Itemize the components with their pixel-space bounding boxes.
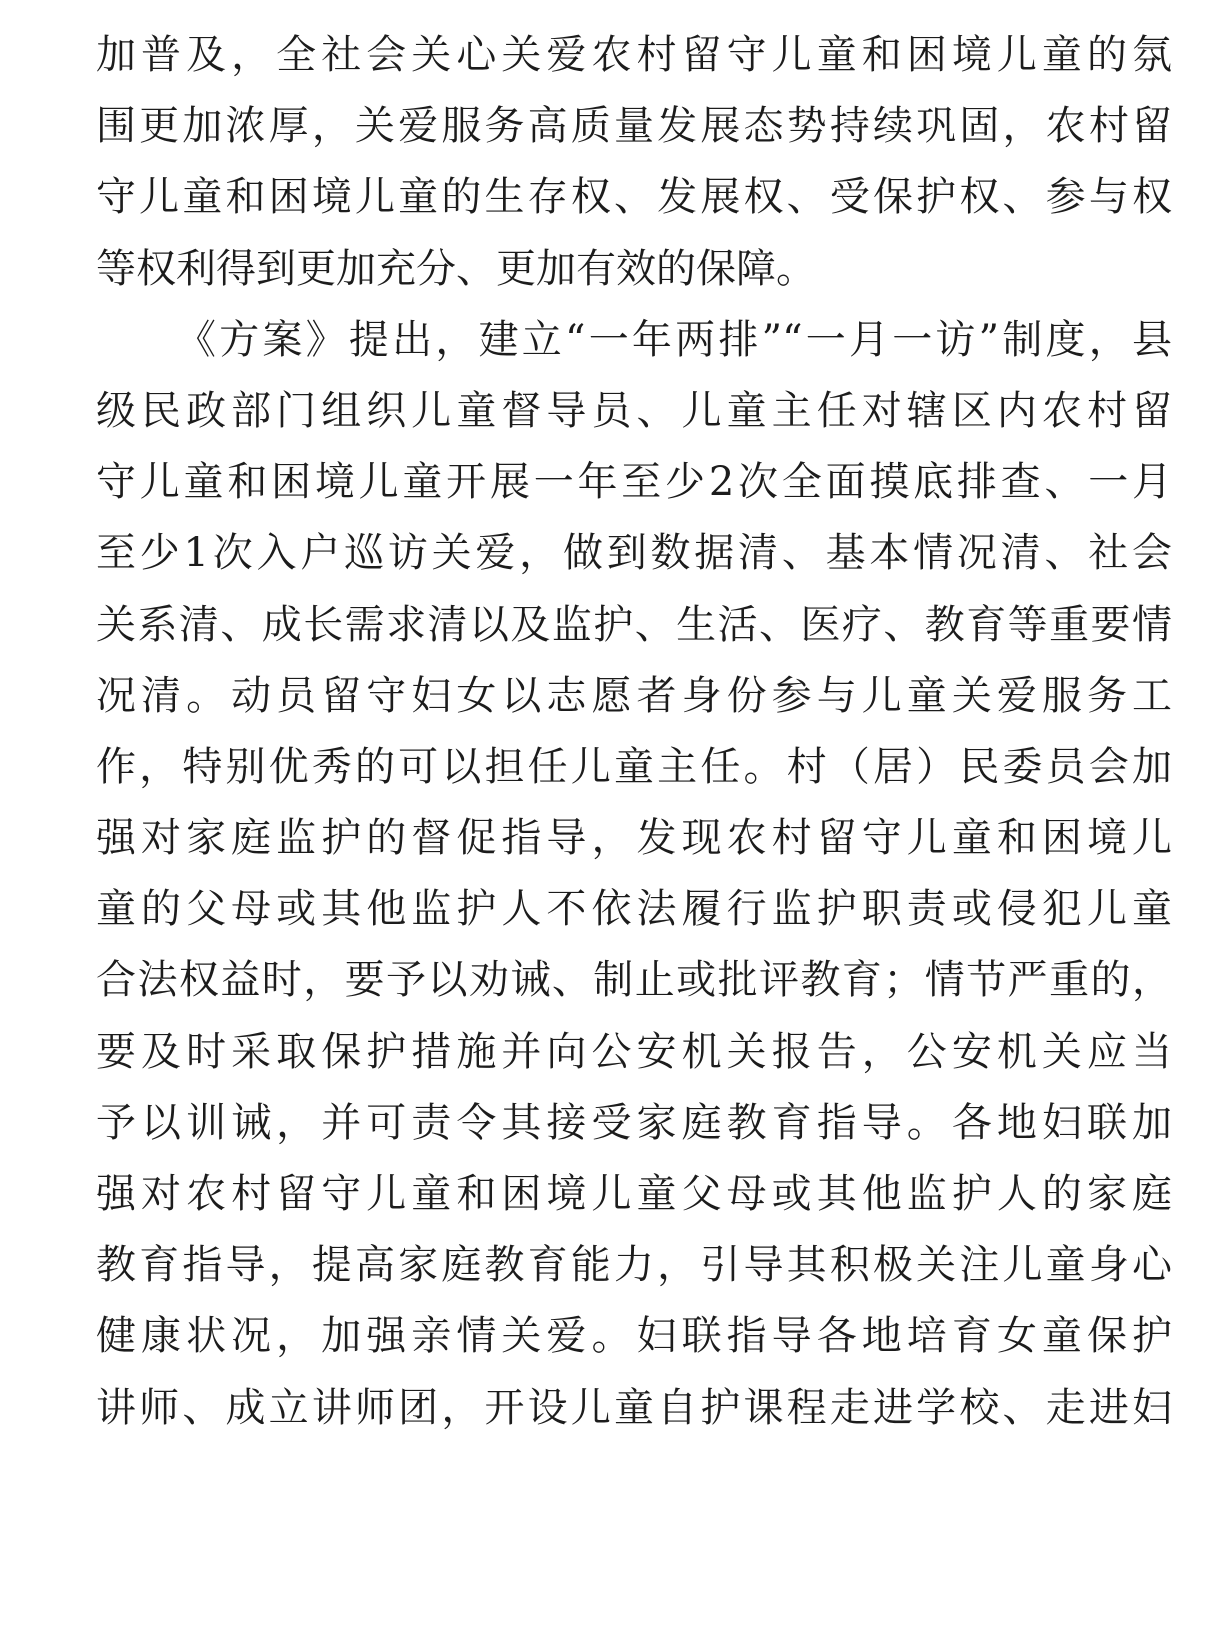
text-line: 合法权益时，要予以劝诫、制止或批评教育；情节严重的， bbox=[96, 957, 1172, 1004]
text-line: 加普及，全社会关心关爱农村留守儿童和困境儿童的氛 bbox=[96, 32, 1172, 78]
paragraph-start-line: 《方案》提出，建立“一年两排”“一月一访”制度，县 bbox=[176, 316, 1172, 363]
text-line: 强对农村留守儿童和困境儿童父母或其他监护人的家庭 bbox=[96, 1171, 1172, 1217]
text-line: 守儿童和困境儿童开展一年至少2次全面摸底排查、一月 bbox=[96, 459, 1172, 506]
text-line: 至少1次入户巡访关爱，做到数据清、基本情况清、社会 bbox=[96, 530, 1172, 577]
text-line: 予以训诫，并可责令其接受家庭教育指导。各地妇联加 bbox=[96, 1099, 1172, 1146]
text-line: 讲师、成立讲师团，开设儿童自护课程走进学校、走进妇 bbox=[96, 1384, 1172, 1431]
text-line: 强对家庭监护的督促指导，发现农村留守儿童和困境儿 bbox=[96, 815, 1172, 862]
text-line: 等权利得到更加充分、更加有效的保障。 bbox=[96, 245, 816, 292]
text-line: 教育指导，提高家庭教育能力，引导其积极关注儿童身心 bbox=[96, 1242, 1172, 1289]
text-line: 守儿童和困境儿童的生存权、发展权、受保护权、参与权 bbox=[96, 174, 1172, 221]
text-line: 健康状况，加强亲情关爱。妇联指导各地培育女童保护 bbox=[96, 1313, 1172, 1360]
text-line: 作，特别优秀的可以担任儿童主任。村（居）民委员会加 bbox=[96, 743, 1172, 790]
text-line: 要及时采取保护措施并向公安机关报告，公安机关应当 bbox=[96, 1028, 1172, 1075]
text-line: 级民政部门组织儿童督导员、儿童主任对辖区内农村留 bbox=[96, 387, 1172, 434]
body-text bbox=[96, 20, 1172, 1444]
text-line: 况清。动员留守妇女以志愿者身份参与儿童关爱服务工 bbox=[96, 672, 1172, 719]
text-line: 童的父母或其他监护人不依法履行监护职责或侵犯儿童 bbox=[96, 886, 1172, 933]
text-line: 围更加浓厚，关爱服务高质量发展态势持续巩固，农村留 bbox=[96, 103, 1172, 150]
text-line: 关系清、成长需求清以及监护、生活、医疗、教育等重要情 bbox=[96, 601, 1172, 648]
